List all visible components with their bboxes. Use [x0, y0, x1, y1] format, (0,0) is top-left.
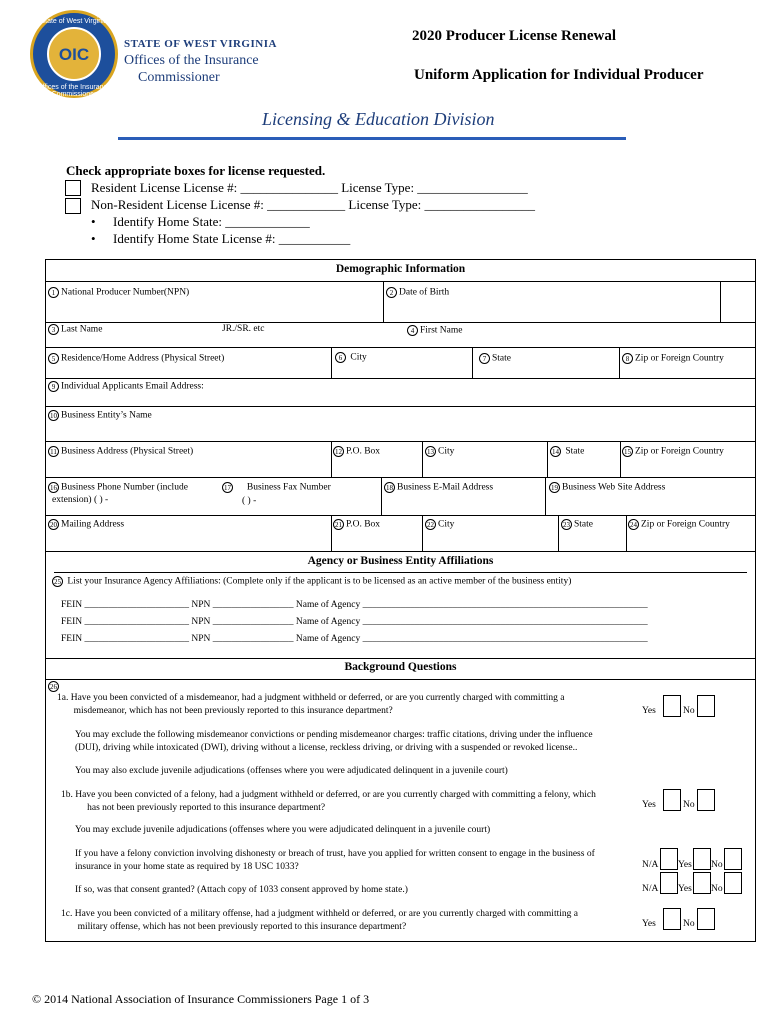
consent-yes-box[interactable] [693, 872, 711, 894]
agency-heading: Agency or Business Entity Affiliations [307, 555, 494, 567]
mailing-po-box-field[interactable]: 21 P.O. Box [335, 519, 381, 530]
bullet-dot: • [91, 214, 96, 229]
juvenile-exclusion-note-2: You may exclude juvenile adjudications (offenses where you were adjudicated delinquent in a juvenile court) [75, 825, 491, 835]
residence-address-field[interactable]: 5 Residence/Home Address (Physical Street) [48, 353, 224, 364]
q1a-no-box[interactable] [697, 695, 715, 717]
email-address-field[interactable]: 9 Individual Applicants Email Address: [48, 381, 204, 392]
residence-state-field[interactable]: 7 State [479, 353, 511, 364]
seal-oic-text: OIC [58, 45, 90, 64]
consent-na-label: N/A [642, 884, 659, 894]
consent-yes-label: Yes [678, 884, 692, 894]
felony-na-label: N/A [642, 860, 659, 870]
office-line-2: Commissioner [138, 70, 220, 85]
q1c-no-box[interactable] [697, 908, 715, 930]
q1a-no-label: No [683, 706, 695, 716]
office-line-1: Offices of the Insurance [124, 53, 259, 68]
felony-na-box[interactable] [660, 848, 678, 870]
business-website-field[interactable]: 19 Business Web Site Address [551, 482, 666, 493]
q1c-no-label: No [683, 919, 695, 929]
q1b-no-box[interactable] [697, 789, 715, 811]
felony-no-box[interactable] [724, 848, 742, 870]
first-name-field[interactable]: 4 First Name [407, 325, 462, 336]
felony-consent-question: If you have a felony conviction involving dishonesty or breach of trust, have you applied for written consent to engage in the business of insurance in your home state as required by 18 USC 1033? [75, 849, 595, 872]
q1b-no-label: No [683, 800, 695, 810]
seal-ring-top-text: State of West Virginia [40, 18, 108, 25]
seal-ring-bottom-text: Offices of the Insurance Commissioner [37, 84, 111, 98]
resident-license-line: Resident License License #: _______________ License Type: _________________ [91, 180, 528, 195]
background-heading: Background Questions [344, 661, 457, 673]
question-1c: 1c. Have you been convicted of a military offense, had a judgment withheld or deferred, or are you currently charged with committing a military offense, which has not been previously reported to this insurance department? [61, 909, 578, 932]
business-phone-extension: extension) ( ) - [52, 495, 109, 505]
resident-license-checkbox[interactable] [65, 180, 81, 196]
bullet-dot: • [91, 231, 96, 246]
page-footer: © 2014 National Association of Insurance Commissioners Page 1 of 3 [32, 992, 370, 1006]
home-state-line: Identify Home State: _____________ [113, 214, 310, 229]
nonresident-license-checkbox[interactable] [65, 198, 81, 214]
business-fax-format: ( ) - [242, 496, 257, 506]
jr-sr-field[interactable]: JR./SR. etc [222, 324, 265, 334]
question-1b: 1b. Have you been convicted of a felony, had a judgment withheld or deferred, or are you currently charged with committing a felony, which has not been previously reported to this insurance department? [61, 790, 596, 813]
agency-row-2[interactable]: FEIN ______________________ NPN _________________ Name of Agency ____________________________________________________________ [61, 617, 648, 627]
header-divider [118, 137, 626, 140]
felony-no-label: No [711, 860, 723, 870]
form-subtitle: Uniform Application for Individual Producer [414, 67, 704, 83]
mailing-zip-field[interactable]: 24 Zip or Foreign Country [630, 519, 730, 530]
business-address-field[interactable]: 11 Business Address (Physical Street) [48, 446, 193, 457]
consent-na-box[interactable] [660, 872, 678, 894]
misdemeanor-exclusion-note: You may exclude the following misdemeanor convictions or pending misdemeanor charges: traffic citations, driving under the influence (DUI), driving while intoxicated (DWI), driving without a license, reckless driving, or driving with a suspended or revoked license.. [75, 730, 593, 753]
business-state-field[interactable]: 14 State [552, 446, 585, 457]
q1c-yes-box[interactable] [663, 908, 681, 930]
q1b-yes-box[interactable] [663, 789, 681, 811]
state-line: STATE OF WEST VIRGINIA [124, 38, 277, 50]
residence-city-field[interactable]: 6 City [335, 352, 367, 363]
question-number: 26 [50, 683, 57, 691]
date-of-birth-field[interactable]: 2 Date of Birth [386, 287, 449, 298]
business-fax-field[interactable]: 17 Business Fax Number [224, 482, 331, 493]
q1b-yes-label: Yes [642, 800, 656, 810]
juvenile-exclusion-note-1: You may also exclude juvenile adjudications (offenses where you were adjudicated delinquent in a juvenile court) [75, 766, 508, 776]
division-name: Licensing & Education Division [262, 109, 495, 129]
consent-granted-question: If so, was that consent granted? (Attach copy of 1033 consent approved by home state.) [75, 885, 408, 895]
license-request-heading: Check appropriate boxes for license requested. [66, 163, 326, 178]
business-entity-name-field[interactable]: 10 Business Entity’s Name [50, 410, 152, 421]
q1c-yes-label: Yes [642, 919, 656, 929]
oic-seal-logo [30, 10, 118, 98]
agency-instruction: 25 List your Insurance Agency Affiliations: (Complete only if the applicant is to be licensed as an active member of the business entity) [54, 576, 572, 587]
nonresident-license-line: Non-Resident License License #: ____________ License Type: _________________ [91, 197, 536, 212]
business-city-field[interactable]: 13 City [427, 446, 455, 457]
business-zip-field[interactable]: 15 Zip or Foreign Country [624, 446, 724, 457]
agency-row-1[interactable]: FEIN ______________________ NPN _________________ Name of Agency ____________________________________________________________ [61, 600, 648, 610]
business-email-field[interactable]: 18 Business E-Mail Address [386, 482, 494, 493]
home-state-license-line: Identify Home State License #: ___________ [113, 231, 351, 246]
felony-yes-box[interactable] [693, 848, 711, 870]
last-name-field[interactable]: 3 Last Name [48, 324, 102, 335]
consent-no-label: No [711, 884, 723, 894]
residence-zip-field[interactable]: 8 Zip or Foreign Country [622, 353, 724, 364]
agency-row-3[interactable]: FEIN ______________________ NPN _________________ Name of Agency ____________________________________________________________ [61, 634, 648, 644]
mailing-address-field[interactable]: 20 Mailing Address [50, 519, 125, 530]
mailing-city-field[interactable]: 22 City [427, 519, 455, 530]
form-title: 2020 Producer License Renewal [412, 28, 617, 44]
demographic-heading: Demographic Information [335, 263, 466, 275]
felony-yes-label: Yes [678, 860, 692, 870]
business-phone-field[interactable]: 16 Business Phone Number (include [50, 482, 188, 493]
mailing-state-field[interactable]: 23 State [563, 519, 593, 530]
business-po-box-field[interactable]: 12 P.O. Box [335, 446, 381, 457]
q1a-yes-label: Yes [642, 706, 656, 716]
q1a-yes-box[interactable] [663, 695, 681, 717]
question-1a: 1a. Have you been convicted of a misdemeanor, had a judgment withheld or deferred, or are you currently charged with committing a misdemeanor, which has not been previously reported to this insurance department? [57, 693, 565, 716]
npn-field[interactable]: 1 National Producer Number(NPN) [48, 287, 189, 298]
consent-no-box[interactable] [724, 872, 742, 894]
